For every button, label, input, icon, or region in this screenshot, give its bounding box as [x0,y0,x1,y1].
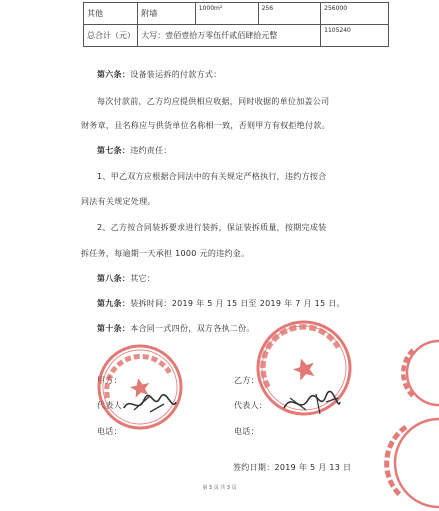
clause-6-paragraph-1: 每次付款前，乙方均应提供相应收据，同时收据的单位加盖公司 [97,97,330,106]
clause-7-paragraph-3: 2、乙方按合同装拆要求进行装拆，保证装拆质量，按期完成装 [97,223,327,232]
party-a-company-seal [92,339,188,435]
party-b-phone-label: 电话： [234,427,259,436]
signing-date: 签约日期：2019 年 5 月 13 日 [233,463,352,472]
cost-table [83,2,389,47]
clause-7-text: 违约责任： [130,146,172,155]
clause-6-heading [97,69,222,80]
unit-price-cell: 256 [258,3,321,25]
edge-seal-upper [395,338,439,408]
party-b-label: 乙方： [234,376,259,385]
party-a-phone-label: 电话： [97,427,122,436]
total-label: 总合计（元） [84,25,138,47]
clause-6-text: 设备装运拆的付款方式： [130,70,222,79]
party-a-representative-label: 代表人： [97,401,131,410]
clause-8-text: 其它： [130,274,156,283]
clause-7-paragraph-2: 同法有关规定处理。 [81,197,156,206]
table-row [84,3,389,25]
table-row [84,25,389,47]
clause-10-title: 第十条： [97,324,131,333]
clause-10-text: 本合同一式四份，双方各执二份。 [130,324,255,333]
clause-9-heading [97,298,345,309]
party-a-signature [120,390,180,418]
clause-8-title: 第八条： [97,274,131,283]
clause-7-title: 第七条： [97,146,131,155]
subtotal-cell: 256000 [321,3,389,25]
clause-8-heading [97,273,155,284]
row-label: 其他 [84,3,138,25]
page-number-footer: 第 3 页 共 3 页 [202,485,237,491]
party-b-representative-label: 代表人： [234,401,268,410]
row-item: 附墙 [138,3,196,25]
edge-seal-lower [370,415,439,511]
party-b-signature [280,388,344,418]
clause-7-heading [97,145,172,156]
clause-9-title: 第九条： [97,299,131,308]
total-amount-words: 大写：壹佰壹拾万零伍仟贰佰肆拾元整 [138,25,321,47]
clause-10-heading [97,323,255,334]
total-amount-number: 1105240 [321,25,389,47]
clause-7-paragraph-1: 1、甲乙双方应根据合同法中的有关规定严格执行，违约方按合 [97,172,327,181]
clause-9-text: 装拆时间：2019 年 5 月 15 日至 2019 年 7 月 15 日。 [130,299,345,308]
clause-7-paragraph-4: 拆任务，每逾期一天承担 1000 元的违约金。 [81,249,250,258]
clause-6-title: 第六条： [97,70,131,79]
clause-6-paragraph-2: 财务章，且名称应与供货单位名称相一致，否则甲方有权拒绝付款。 [81,121,330,130]
party-a-label: 甲方： [97,376,122,385]
quantity-cell: 1000m² [195,3,258,25]
